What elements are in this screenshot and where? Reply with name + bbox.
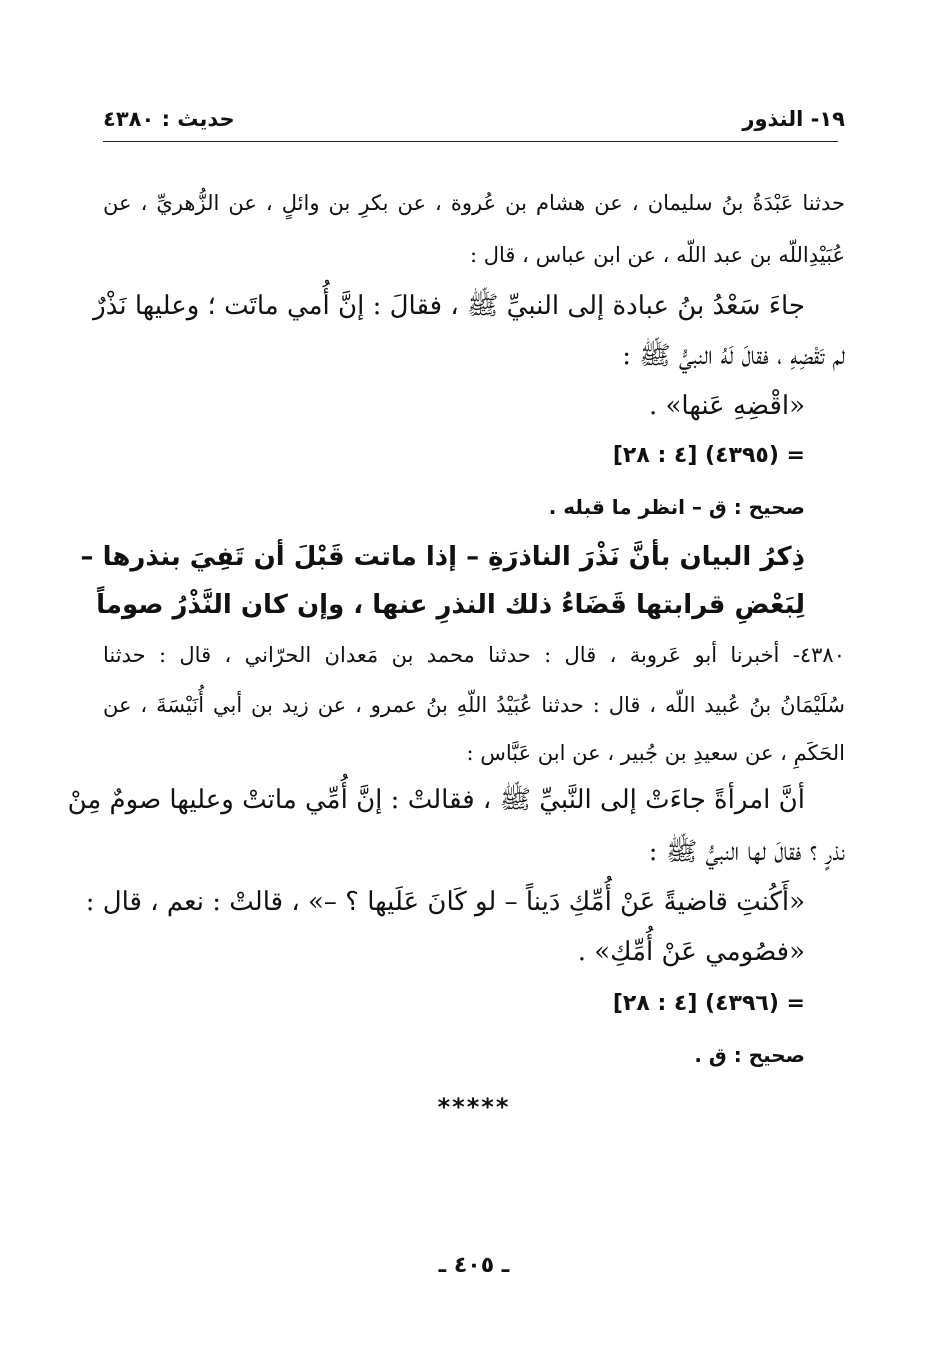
- isnad-line-3: الحَكَمِ ، عن سعيدِ بن جُبير ، عن ابن عَبَّاس :: [466, 741, 845, 765]
- page-number: ـ ٤٠٥ ـ: [438, 1253, 510, 1278]
- matn-line-1: أنَّ امرأةً جاءَتْ إلى النَّبيِّ ﷺ ، فقالتْ : إنَّ أُمِّي ماتتْ وعليها صومٌ مِنْ: [67, 785, 805, 815]
- chapter-heading-line-2: لِبَعْضِ قرابتها قَضَاءُ ذلك النذرِ عنها ، وإن كان النَّذْرُ صوماً: [96, 590, 805, 620]
- chapter-heading-line-1: ذِكرُ البيان بأنَّ نَذْرَ الناذرَةِ – إذا ماتت قَبْلَ أن تَفِيَ بنذرها –: [80, 542, 805, 572]
- cross-reference: = (٤٣٩٥) [٤ : ٢٨]: [612, 443, 805, 468]
- matn-line-1: جاءَ سَعْدُ بنُ عبادة إلى النبيِّ ﷺ ، فقالَ : إنَّ أُمي ماتَت ؛ وعليها نَذْرٌ: [93, 291, 805, 321]
- matn-line-3: «أَكُنتِ قاضيةً عَنْ أُمِّكِ دَيناً – لو كَانَ عَلَيها ؟ –» ، قالتْ : نعم ، قال :: [85, 887, 805, 917]
- isnad-line-1: ٤٣٨٠- أخبرنا أبو عَروبة ، قال : حدثنا محمد بن مَعدان الحرّاني ، قال : حدثنا: [103, 643, 845, 667]
- cross-reference: = (٤٣٩٦) [٤ : ٢٨]: [612, 991, 805, 1016]
- isnad-line-1: حدثنا عَبْدَةُ بنُ سليمان ، عن هشام بن عُروة ، عن بكرِ بن وائلٍ ، عن الزُّهريِّ ، عن: [103, 191, 845, 215]
- isnad-line-2: سُلَيْمَانُ بنُ عُبيد اللّه ، قال : حدثنا عُبَيْدُ اللّهِ بنُ عمرو ، عن زيد بن أبي أُنَيْسَةَ ، عن: [103, 693, 845, 717]
- chapter-title: ١٩- النذور: [742, 107, 845, 131]
- matn-line-3: «اقْضِهِ عَنها» .: [648, 391, 805, 421]
- hadith-grade: صحيح : ق .: [694, 1043, 805, 1067]
- section-separator: *****: [437, 1093, 511, 1121]
- matn-line-2: نذرٍ ؟ فقالَ لها النبيُّ ﷺ :: [648, 837, 845, 867]
- matn-line-4: «فصُومي عَنْ أُمِّكِ» .: [577, 937, 805, 967]
- matn-line-2: لم تَقْضِهِ ، فقالَ لَهُ النبيُّ ﷺ :: [622, 341, 845, 371]
- hadith-number-header: حديث : ٤٣٨٠: [103, 107, 235, 131]
- header-rule: [103, 141, 838, 142]
- isnad-line-2: عُبَيْدِاللّه بن عبد اللّه ، عن ابن عباس ، قال :: [470, 243, 845, 267]
- hadith-grade: صحيح : ق – انظر ما قبله .: [548, 495, 805, 519]
